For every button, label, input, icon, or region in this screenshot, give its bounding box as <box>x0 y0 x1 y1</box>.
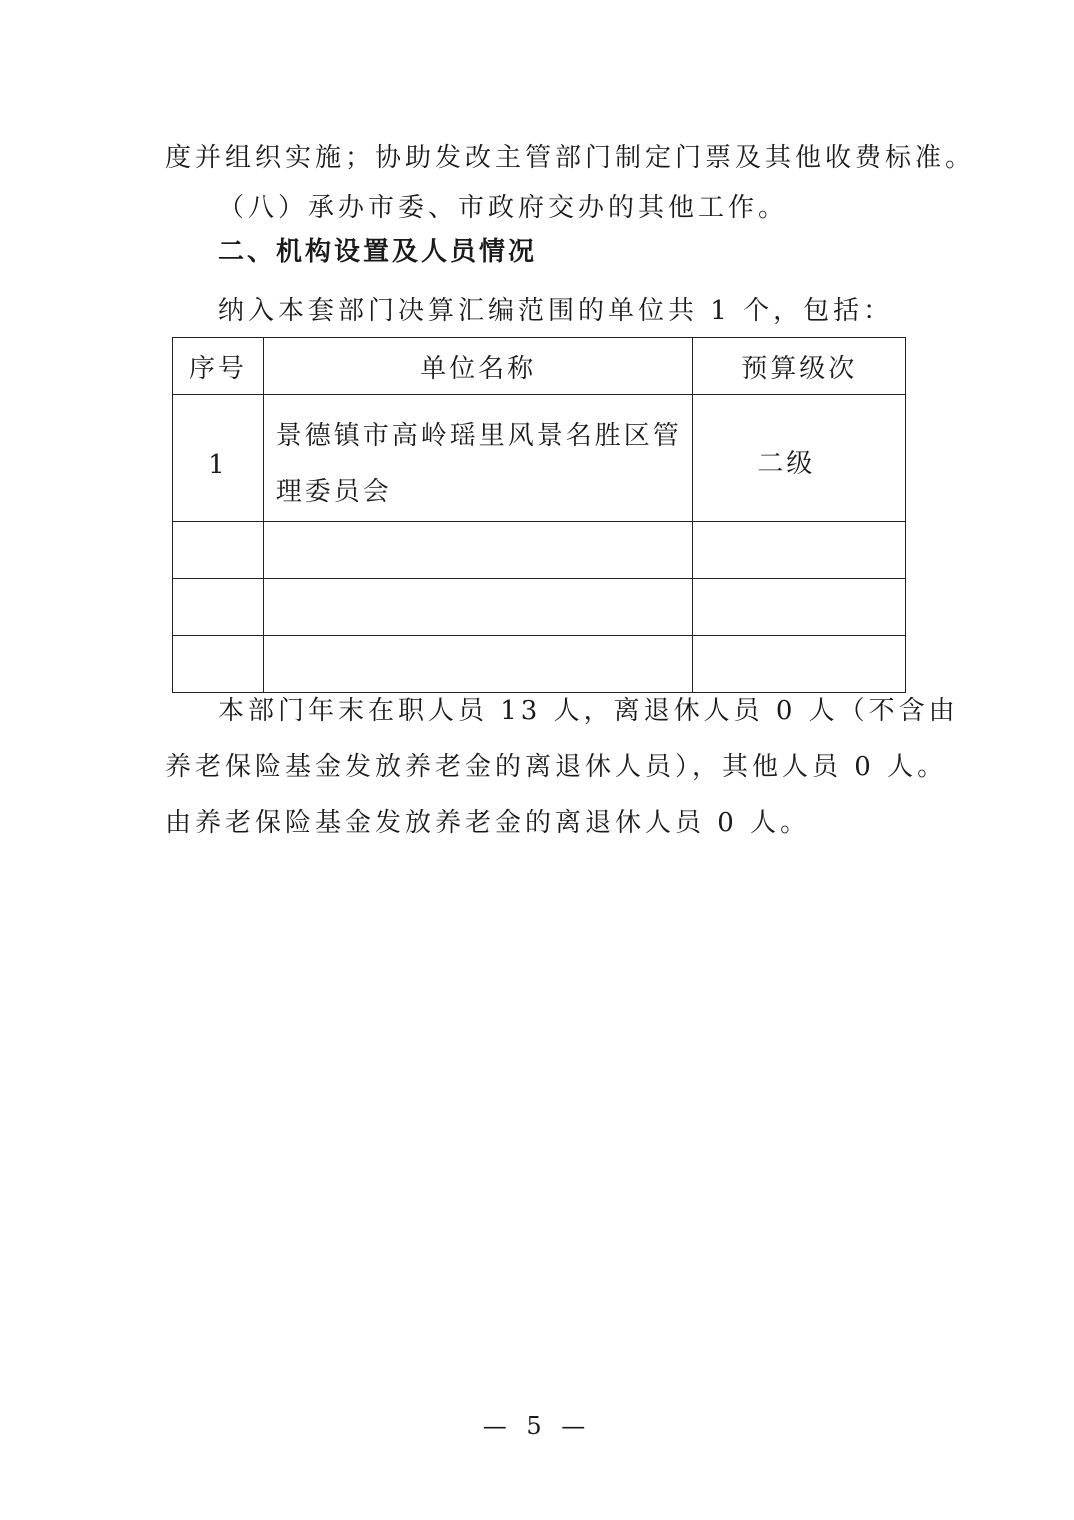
empty-cell <box>173 522 264 579</box>
body-text-line: 由养老保险基金发放养老金的离退休人员 0 人。 <box>165 808 811 838</box>
cell-budget-level: 二级 <box>693 395 906 522</box>
header-unit-name: 单位名称 <box>263 338 693 395</box>
body-text-line: 养老保险基金发放养老金的离退休人员），其他人员 0 人。 <box>165 752 948 782</box>
empty-cell <box>173 579 264 636</box>
empty-cell <box>263 522 693 579</box>
page-number: — 5 — <box>482 1412 592 1440</box>
header-index: 序号 <box>173 338 264 395</box>
table-row-empty <box>173 579 906 636</box>
table-row-empty <box>173 636 906 693</box>
empty-cell <box>263 579 693 636</box>
empty-cell <box>173 636 264 693</box>
body-text-line: 本部门年末在职人员 13 人，离退休人员 0 人（不含由 <box>218 696 959 726</box>
empty-cell <box>263 636 693 693</box>
body-text-line: （八）承办市委、市政府交办的其他工作。 <box>218 193 789 223</box>
body-text-line: 度并组织实施；协助发改主管部门制定门票及其他收费标准。 <box>165 143 976 173</box>
units-table <box>172 337 906 693</box>
empty-cell <box>693 522 906 579</box>
empty-cell <box>693 636 906 693</box>
table-row <box>173 395 906 522</box>
empty-cell <box>693 579 906 636</box>
cell-index: 1 <box>173 395 264 522</box>
header-budget-level: 预算级次 <box>693 338 906 395</box>
section-heading: 二、机构设置及人员情况 <box>218 237 538 267</box>
table-header-row <box>173 338 906 395</box>
cell-unit-name: 景德镇市高岭瑶里风景名胜区管理委员会 <box>263 395 693 522</box>
body-text-line: 纳入本套部门决算汇编范围的单位共 1 个，包括： <box>218 296 894 326</box>
table-row-empty <box>173 522 906 579</box>
